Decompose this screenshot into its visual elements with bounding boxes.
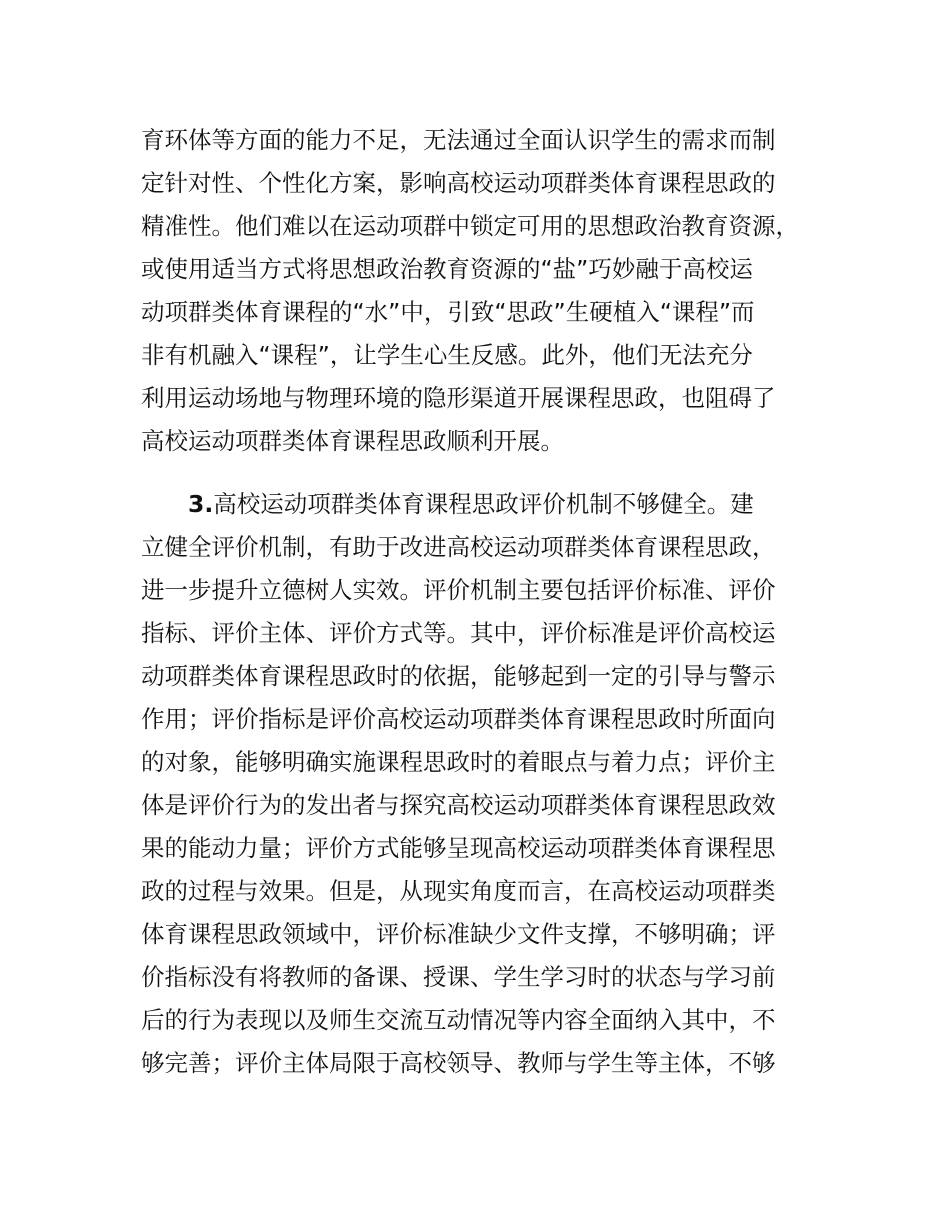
- text-line: 体是评价行为的发出者与探究高校运动项群类体育课程思政效: [141, 791, 776, 819]
- text-line: 动项群类体育课程的“水”中，引致“思政”生硬植入“课程”而: [141, 298, 755, 326]
- text-line: 高校运动项群类体育课程思政顺利开展。: [141, 427, 564, 455]
- text-line: 利用运动场地与物理环境的隐形渠道开展课程思政，也阻碍了: [141, 384, 776, 412]
- text-line: 精准性。他们难以在运动项群中锁定可用的思想政治教育资源，: [141, 212, 799, 240]
- section-number: 3.: [188, 490, 214, 518]
- text-line: 政的过程与效果。但是，从现实角度而言，在高校运动项群类: [141, 877, 776, 905]
- text-line: 够完善；评价主体局限于高校领导、教师与学生等主体，不够: [141, 1049, 776, 1077]
- text-line: 指标、评价主体、评价方式等。其中，评价标准是评价高校运: [141, 619, 776, 647]
- section-heading-text: 高校运动项群类体育课程思政评价机制不够健全。建: [213, 490, 754, 518]
- section-heading-line: [188, 489, 754, 519]
- text-line: 定针对性、个性化方案，影响高校运动项群类体育课程思政的: [141, 169, 776, 197]
- text-line: 价指标没有将教师的备课、授课、学生学习时的状态与学习前: [141, 963, 776, 991]
- text-line: 动项群类体育课程思政时的依据，能够起到一定的引导与警示: [141, 662, 776, 690]
- text-line: 的对象，能够明确实施课程思政时的着眼点与着力点；评价主: [141, 748, 776, 776]
- text-line: 果的能动力量；评价方式能够呈现高校运动项群类体育课程思: [141, 834, 776, 862]
- text-line: 体育课程思政领域中，评价标准缺少文件支撑，不够明确；评: [141, 920, 776, 948]
- text-line: 进一步提升立德树人实效。评价机制主要包括评价标准、评价: [141, 576, 776, 604]
- text-line: 作用；评价指标是评价高校运动项群类体育课程思政时所面向: [141, 705, 776, 733]
- text-line: 或使用适当方式将思想政治教育资源的“盐”巧妙融于高校运: [141, 255, 753, 283]
- text-line: 非有机融入“课程”，让学生心生反感。此外，他们无法充分: [141, 341, 753, 369]
- text-line: 育环体等方面的能力不足，无法通过全面认识学生的需求而制: [141, 126, 776, 154]
- text-line: 后的行为表现以及师生交流互动情况等内容全面纳入其中，不: [141, 1006, 776, 1034]
- text-line: 立健全评价机制，有助于改进高校运动项群类体育课程思政，: [141, 533, 776, 561]
